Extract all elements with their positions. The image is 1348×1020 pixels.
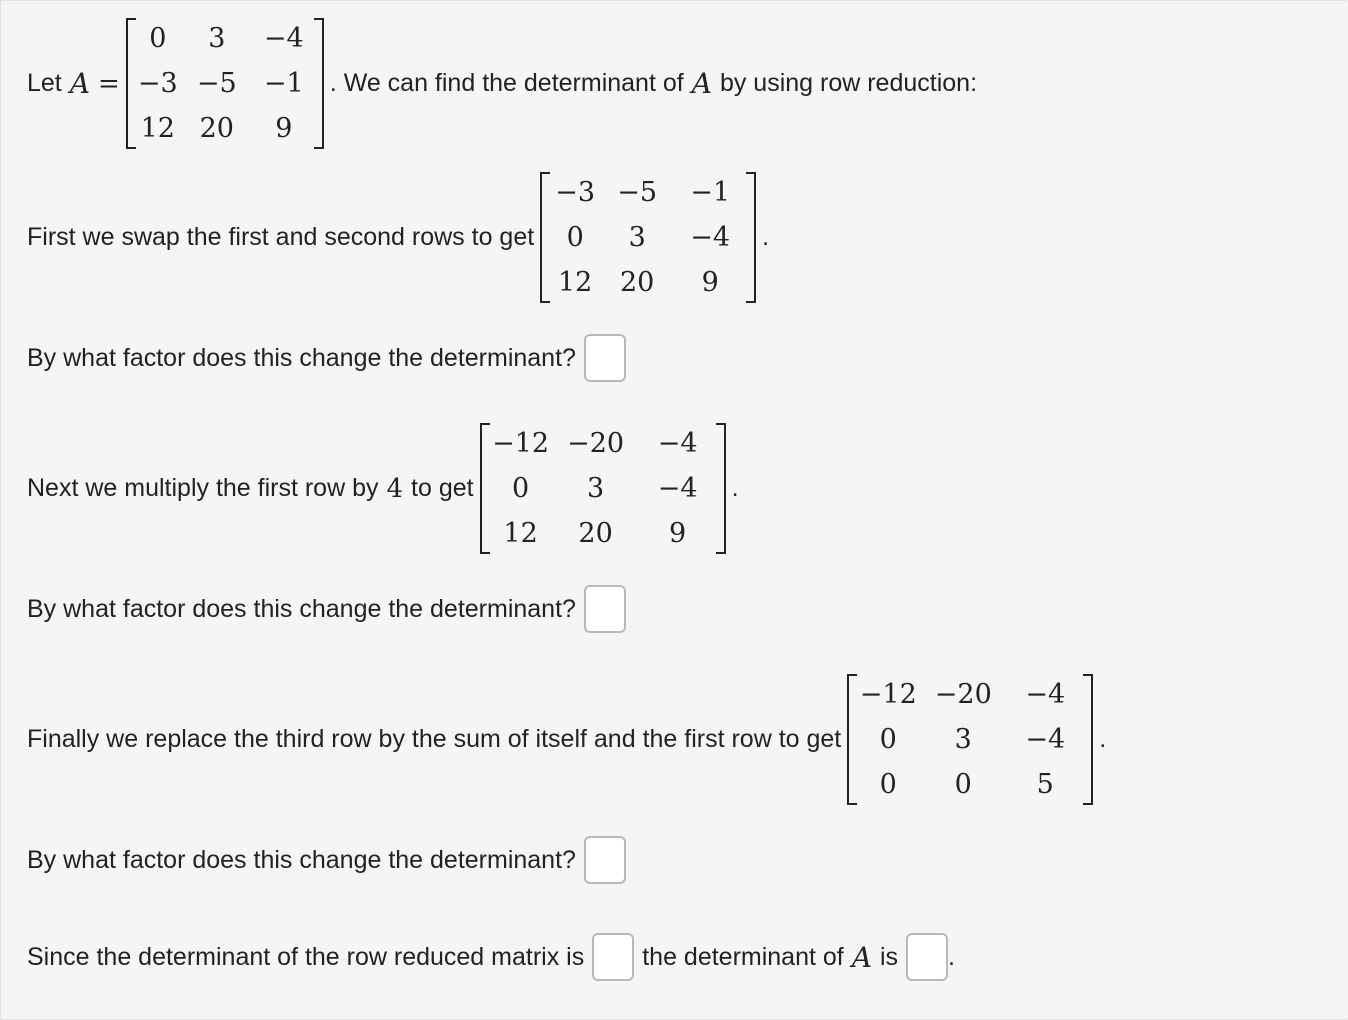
matrix-cell: −5 bbox=[196, 68, 237, 99]
step2-text-b: to get bbox=[411, 474, 474, 502]
matrix-cell: 5 bbox=[1036, 769, 1054, 800]
matrix-cell: 12 bbox=[503, 518, 538, 549]
step1-line bbox=[27, 170, 769, 305]
step2-period: . bbox=[731, 474, 739, 502]
final-text-c: is bbox=[879, 942, 899, 971]
step3-period: . bbox=[1099, 725, 1107, 753]
question2-line bbox=[27, 585, 626, 633]
question1-line bbox=[27, 334, 626, 382]
matrix-cell: 3 bbox=[954, 724, 972, 755]
intro-line bbox=[27, 16, 977, 151]
answer-input-rref-det[interactable] bbox=[592, 933, 634, 981]
matrix-cell: 3 bbox=[208, 23, 226, 54]
matrix-cell: 20 bbox=[619, 267, 655, 298]
matrix-cell: −1 bbox=[690, 177, 731, 208]
matrix-step3 bbox=[847, 672, 1093, 807]
matrix-variable: A bbox=[69, 67, 90, 100]
matrix-cell: −20 bbox=[567, 428, 625, 459]
matrix-cell: −3 bbox=[137, 68, 178, 99]
intro-suffix-2: by using row reduction: bbox=[719, 69, 978, 97]
final-period: . bbox=[948, 942, 955, 971]
step3-text: Finally we replace the third row by the sum of itself and the first row to get bbox=[27, 725, 842, 753]
matrix-cell: 9 bbox=[275, 113, 293, 144]
bracket-left bbox=[480, 423, 490, 554]
intro-prefix: Let bbox=[27, 69, 62, 97]
matrix-cell: −4 bbox=[263, 23, 304, 54]
matrix-cell: −4 bbox=[657, 473, 698, 504]
step1-period: . bbox=[762, 223, 770, 251]
question2-text: By what factor does this change the determinant? bbox=[27, 594, 576, 623]
matrix-cell: 0 bbox=[954, 769, 972, 800]
matrix-cell: 9 bbox=[701, 267, 719, 298]
intro-suffix: . We can find the determinant of bbox=[329, 69, 684, 97]
matrix-cell: 0 bbox=[879, 769, 897, 800]
final-line bbox=[27, 933, 955, 981]
final-text-b: the determinant of bbox=[642, 942, 844, 971]
matrix-cell: −4 bbox=[690, 222, 731, 253]
matrix-cell: −4 bbox=[1025, 679, 1066, 710]
matrix-cell: 20 bbox=[199, 113, 234, 144]
matrix-cell: −12 bbox=[859, 679, 917, 710]
matrix-cell: 12 bbox=[140, 113, 175, 144]
step1-text: First we swap the first and second rows to get bbox=[27, 223, 535, 251]
matrix-cell: −1 bbox=[263, 68, 304, 99]
matrix-cell: 3 bbox=[628, 222, 646, 253]
final-text-a: Since the determinant of the row reduced matrix is bbox=[27, 942, 585, 971]
equals-sign: = bbox=[98, 68, 120, 99]
step2-line bbox=[27, 421, 739, 556]
matrix-cell: −3 bbox=[555, 177, 596, 208]
bracket-left bbox=[847, 674, 857, 805]
step3-line bbox=[27, 672, 1106, 807]
matrix-cell: −4 bbox=[1025, 724, 1066, 755]
matrix-cell: 0 bbox=[149, 23, 167, 54]
final-variable: A bbox=[851, 940, 872, 974]
matrix-cell: 12 bbox=[557, 267, 593, 298]
answer-input-2[interactable] bbox=[584, 585, 626, 633]
bracket-right bbox=[314, 18, 324, 149]
matrix-cell: 20 bbox=[578, 518, 613, 549]
step2-factor: 4 bbox=[386, 473, 404, 504]
step2-text: Next we multiply the first row by bbox=[27, 474, 379, 502]
matrix-variable-2: A bbox=[691, 67, 712, 100]
matrix-cell: 9 bbox=[669, 518, 687, 549]
matrix-cell: 0 bbox=[566, 222, 584, 253]
matrix-cell: −4 bbox=[657, 428, 698, 459]
question3-text: By what factor does this change the determinant? bbox=[27, 845, 576, 874]
matrix-cell: −12 bbox=[492, 428, 550, 459]
answer-input-3[interactable] bbox=[584, 836, 626, 884]
bracket-right bbox=[1083, 674, 1093, 805]
matrix-a bbox=[126, 16, 324, 151]
answer-input-det-a[interactable] bbox=[906, 933, 948, 981]
matrix-cell: −5 bbox=[617, 177, 658, 208]
matrix-step2 bbox=[480, 421, 726, 556]
bracket-left bbox=[126, 18, 136, 149]
question1-text: By what factor does this change the determinant? bbox=[27, 343, 576, 372]
matrix-step1 bbox=[540, 170, 756, 305]
matrix-cell: 3 bbox=[587, 473, 605, 504]
question3-line bbox=[27, 836, 626, 884]
bracket-right bbox=[746, 172, 756, 303]
answer-input-1[interactable] bbox=[584, 334, 626, 382]
bracket-left bbox=[540, 172, 550, 303]
matrix-cell: −20 bbox=[934, 679, 992, 710]
matrix-cell: 0 bbox=[879, 724, 897, 755]
bracket-right bbox=[716, 423, 726, 554]
matrix-cell: 0 bbox=[512, 473, 530, 504]
